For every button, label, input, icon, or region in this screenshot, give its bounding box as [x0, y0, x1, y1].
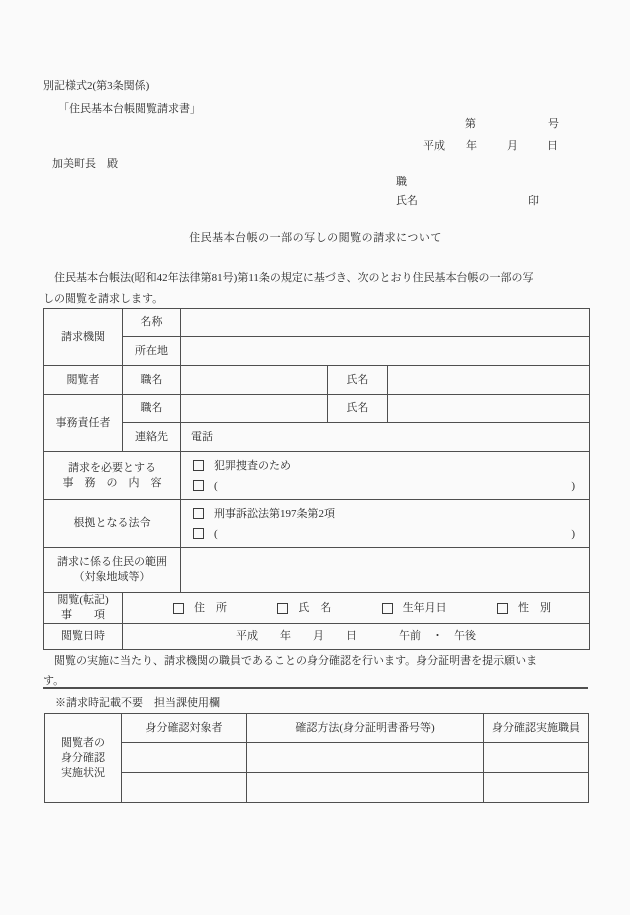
addressee: 加美町長 殿 [52, 158, 118, 170]
legal-basis-option2-open: ( [214, 527, 218, 540]
manager-label: 事務責任者 [44, 395, 123, 452]
org-label: 請求機関 [44, 309, 123, 366]
doc-number-suffix: 号 [548, 118, 559, 130]
header-method: 確認方法(身分証明書番号等) [247, 714, 484, 743]
phone-label: 電話 [191, 430, 213, 443]
item-name-label: 氏 名 [298, 601, 332, 614]
official-field-1[interactable] [484, 743, 589, 773]
item-sex-checkbox[interactable] [497, 603, 508, 614]
manager-job-field[interactable] [181, 395, 328, 423]
section-divider [43, 687, 588, 689]
subject-field-2[interactable] [122, 773, 247, 803]
manager-contact-label: 連絡先 [123, 423, 181, 452]
office-use-table [44, 713, 589, 803]
manager-name-label: 氏名 [328, 395, 388, 423]
form-title: 「住民基本台帳閲覧請求書」 [58, 103, 201, 115]
org-address-field[interactable] [181, 337, 590, 366]
legal-basis-label: 根拠となる法令 [44, 500, 181, 548]
purpose-option1-checkbox[interactable] [193, 460, 204, 471]
org-address-label: 所在地 [123, 337, 181, 366]
request-table [43, 308, 590, 650]
subject-field-1[interactable] [122, 743, 247, 773]
signature-name-label: 氏名 [396, 195, 418, 207]
legal-basis-option1-checkbox[interactable] [193, 508, 204, 519]
item-sex-label: 性 別 [518, 601, 552, 614]
legal-basis-option1-label: 刑事訴訟法第197条第2項 [214, 507, 335, 520]
purpose-option2-open: ( [214, 479, 218, 492]
purpose-label: 請求を必要とする 事 務 の 内 容 [44, 452, 181, 500]
view-items-cell [123, 593, 590, 624]
signature-seal-mark: 印 [528, 195, 539, 207]
notice-line-2: す。 [43, 675, 65, 687]
method-field-1[interactable] [247, 743, 484, 773]
item-name-checkbox[interactable] [277, 603, 288, 614]
scope-field[interactable] [181, 548, 590, 593]
purpose-option1-label: 犯罪捜査のため [214, 459, 291, 472]
viewer-name-field[interactable] [388, 366, 590, 395]
view-datetime-label: 閲覧日時 [44, 624, 123, 650]
header-subject: 身分確認対象者 [122, 714, 247, 743]
item-birthdate-checkbox[interactable] [382, 603, 393, 614]
legal-basis-options-cell [181, 500, 590, 548]
date-era: 平成 [423, 140, 445, 152]
manager-phone-field[interactable] [181, 423, 590, 452]
signature-job-label: 職 [396, 176, 407, 188]
viewer-label: 閲覧者 [44, 366, 123, 395]
date-day: 日 [547, 140, 558, 152]
scope-label: 請求に係る住民の範囲 （対象地域等） [44, 548, 181, 593]
date-month: 月 [507, 140, 518, 152]
org-name-label: 名称 [123, 309, 181, 337]
viewer-job-label: 職名 [123, 366, 181, 395]
viewer-name-label: 氏名 [328, 366, 388, 395]
legal-basis-option2-close: ) [571, 527, 576, 540]
header-official: 身分確認実施職員 [484, 714, 589, 743]
purpose-option2-close: ) [571, 479, 576, 492]
view-datetime-date: 平成 年 月 日 [236, 630, 358, 643]
form-reference: 別記様式2(第3条関係) [43, 80, 150, 92]
item-address-label: 住 所 [194, 601, 227, 614]
manager-job-label: 職名 [123, 395, 181, 423]
office-use-note: ※請求時記載不要 担当課使用欄 [55, 697, 220, 709]
official-field-2[interactable] [484, 773, 589, 803]
viewer-job-field[interactable] [181, 366, 328, 395]
purpose-option2-checkbox[interactable] [193, 480, 204, 491]
doc-number-prefix: 第 [465, 118, 476, 130]
item-address-checkbox[interactable] [173, 603, 184, 614]
manager-name-field[interactable] [388, 395, 590, 423]
org-name-field[interactable] [181, 309, 590, 337]
intro-line-1: 住民基本台帳法(昭和42年法律第81号)第11条の規定に基づき、次のとおり住民基本台帳の一部の写 [43, 272, 534, 284]
view-datetime-ampm: 午前 ・ 午後 [399, 630, 477, 643]
purpose-options-cell [181, 452, 590, 500]
method-field-2[interactable] [247, 773, 484, 803]
view-datetime-cell[interactable] [123, 624, 590, 650]
date-year: 年 [466, 140, 477, 152]
view-items-label: 閲覧(転記) 事 項 [44, 593, 123, 624]
item-birthdate-label: 生年月日 [402, 601, 447, 614]
legal-basis-option2-checkbox[interactable] [193, 528, 204, 539]
page-title: 住民基本台帳の一部の写しの閲覧の請求について [189, 232, 442, 244]
notice-line-1: 閲覧の実施に当たり、請求機関の職員であることの身分確認を行います。身分証明書を提示願いま [43, 655, 538, 667]
identity-check-row-label: 閲覧者の 身分確認 実施状況 [45, 714, 122, 803]
intro-line-2: しの閲覧を請求します。 [43, 293, 164, 305]
